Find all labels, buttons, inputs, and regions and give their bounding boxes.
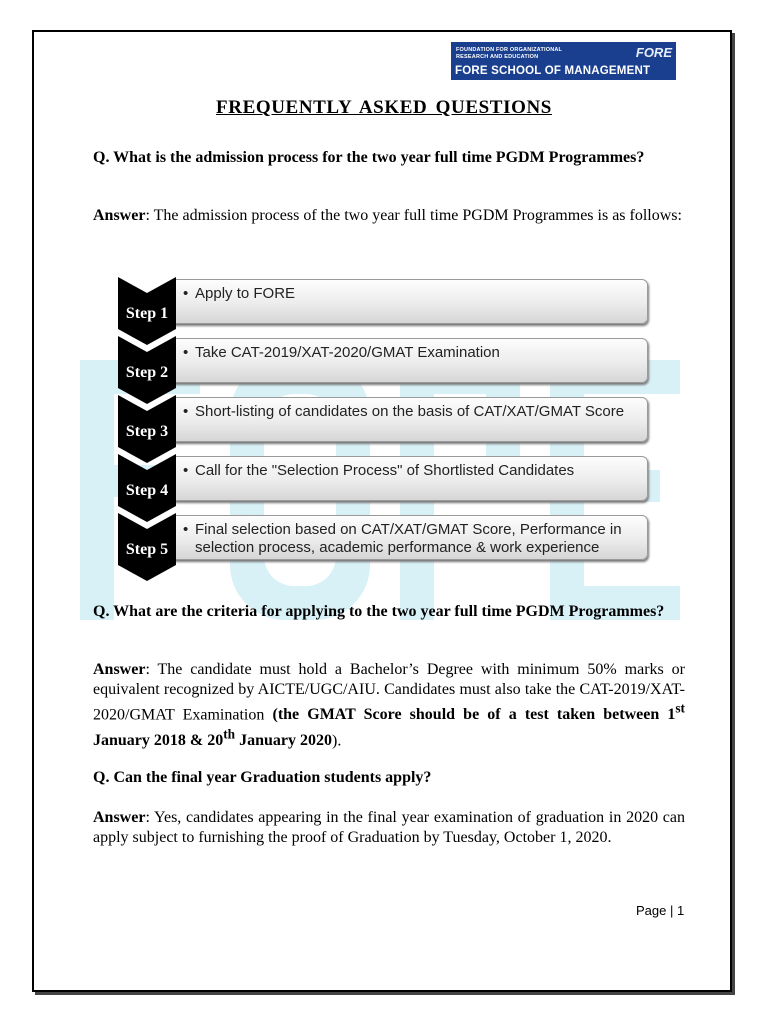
answer-3-text: : Yes, candidates appearing in the final year examination of graduation in 2020 can apply subject to furnishing the proof of Graduation by Tuesday, October 1, 2020.	[93, 809, 685, 846]
step-1-text: Apply to FORE	[195, 285, 296, 302]
step-3-box: • Short-listing of candidates on the basis of CAT/XAT/GMAT Score	[170, 397, 648, 442]
question-1: Q. What is the admission process for the two year full time PGDM Programmes?	[93, 149, 645, 166]
answer-3-lead: Answer	[93, 809, 146, 826]
page-title: FREQUENTLY ASKED QUESTIONS	[216, 97, 552, 118]
answer-2-text: : The candidate must hold a Bachelor’s Degree with minimum 50% marks or equivalent recognized by AICTE/UGC/AIU. Candidates must also take the CAT-2019/XAT-2020/GMAT Examination	[93, 661, 685, 724]
logo-mark: FORE	[635, 45, 672, 60]
step-4-label: Step 4	[125, 482, 169, 499]
step-2-box: • Take CAT-2019/XAT-2020/GMAT Examination	[170, 338, 648, 383]
step-3-text: Short-listing of candidates on the basis of CAT/XAT/GMAT Score	[195, 403, 625, 420]
answer-1-lead: Answer	[93, 207, 146, 224]
answer-1-text: : The admission process of the two year full time PGDM Programmes is as follows:	[145, 207, 682, 224]
step-2-label: Step 2	[125, 364, 169, 381]
logo-foundation-text: FOUNDATION FOR ORGANIZATIONAL RESEARCH AND EDUCATION	[456, 47, 563, 60]
step-3-label: Step 3	[125, 423, 169, 440]
step-5-box: • Final selection based on CAT/XAT/GMAT Score, Performance in selection process, academic performance & work experience	[170, 515, 648, 560]
school-logo	[451, 42, 676, 80]
step-4-box: • Call for the "Selection Process" of Shortlisted Candidates	[170, 456, 648, 501]
gmat-note: (the GMAT Score should be of a test taken between 1st January 2018 & 20th January 2020	[93, 701, 686, 750]
step-5-text: Final selection based on CAT/XAT/GMAT Score, Performance in selection process, academic performance & work experience	[195, 521, 622, 556]
answer-3	[93, 808, 685, 847]
logo-school-name: FORE SCHOOL OF MANAGEMENT	[455, 65, 651, 77]
answer-1	[93, 206, 685, 226]
page-number: Page | 1	[636, 903, 685, 918]
answer-2-lead: Answer	[93, 661, 146, 678]
step-1-box: • Apply to FORE	[170, 279, 648, 324]
step-5-label: Step 5	[125, 541, 169, 558]
question-2: Q. What are the criteria for applying to the two year full time PGDM Programmes?	[93, 603, 665, 620]
answer-2: Answer: The candidate must hold a Bachelor’s Degree with minimum 50% marks or equivalent recognized by AICTE/UGC/AIU. Candidates must also take the CAT-2019/XAT-2020/GMAT Examination (the GMAT Score should be of a test taken between 1st January 2018 & 20th January 2020).	[93, 661, 686, 750]
step-4-text: Call for the "Selection Process" of Shortlisted Candidates	[195, 462, 575, 479]
question-3: Q. Can the final year Graduation students apply?	[93, 769, 432, 786]
step-2-text: Take CAT-2019/XAT-2020/GMAT Examination	[195, 344, 500, 361]
step-1-label: Step 1	[125, 305, 169, 322]
